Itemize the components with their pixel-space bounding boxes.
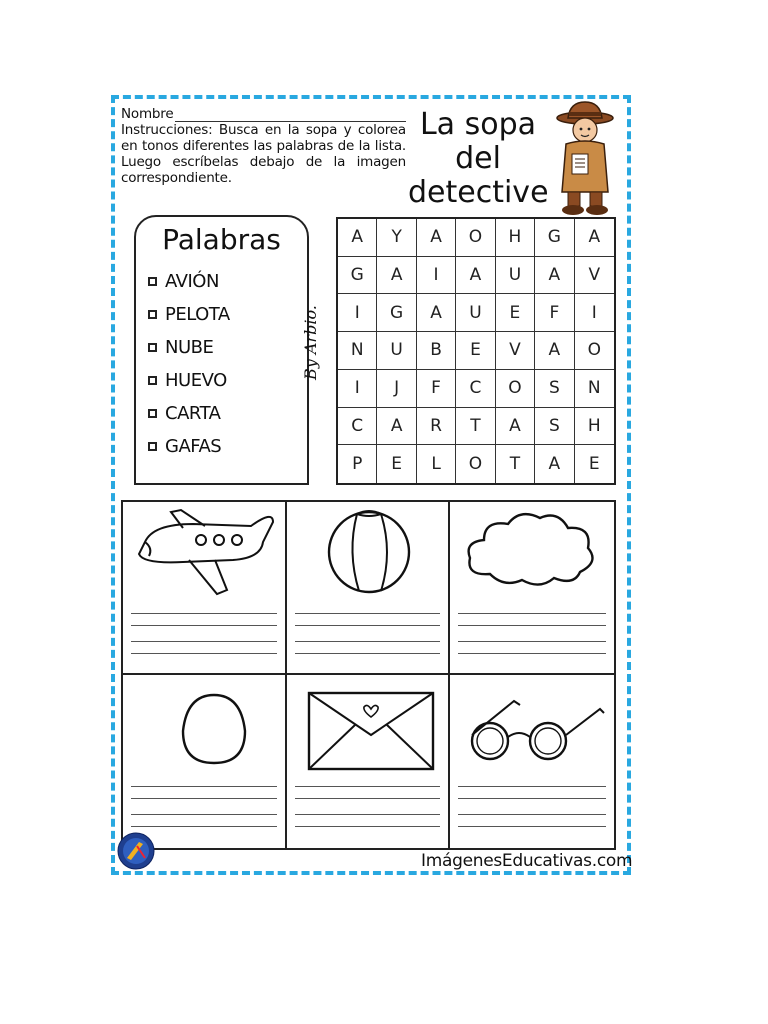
name-field[interactable] [121,106,406,122]
grid-cell[interactable]: G [377,294,416,332]
picture-cell-ball [287,502,451,675]
grid-cell[interactable]: S [535,370,574,408]
grid-cell[interactable]: E [377,445,416,483]
grid-cell[interactable]: O [496,370,535,408]
grid-cell[interactable]: A [377,408,416,446]
grid-cell[interactable]: A [417,294,456,332]
picture-cell-glasses [450,675,614,848]
grid-cell[interactable]: C [456,370,495,408]
word-item-nube[interactable]: NUBE [148,331,230,364]
grid-cell[interactable]: E [456,332,495,370]
picture-cell-airplane [123,502,287,675]
word-list-panel [134,215,309,485]
grid-cell[interactable]: U [496,257,535,295]
grid-cell[interactable]: A [417,219,456,257]
word-item-avion[interactable]: AVIÓN [148,265,230,298]
egg-icon [123,675,287,775]
word-list [148,265,230,463]
writing-lines[interactable] [458,602,606,654]
picture-cell-envelope [287,675,451,848]
grid-cell[interactable]: G [338,257,377,295]
writing-lines[interactable] [131,602,277,654]
grid-cell[interactable]: V [575,257,614,295]
word-item-huevo[interactable]: HUEVO [148,364,230,397]
checkbox-icon[interactable] [148,343,157,352]
grid-cell[interactable]: Y [377,219,416,257]
writing-lines[interactable] [131,775,277,827]
footer-brand: ImágenesEducativas.com [421,851,633,871]
grid-cell[interactable]: A [535,332,574,370]
grid-cell[interactable]: F [535,294,574,332]
grid-cell[interactable]: A [377,257,416,295]
grid-cell[interactable]: F [417,370,456,408]
grid-cell[interactable]: A [575,219,614,257]
grid-cell[interactable]: A [456,257,495,295]
grid-cell[interactable]: U [377,332,416,370]
grid-cell[interactable]: O [456,219,495,257]
glasses-icon [450,675,614,775]
instructions-text: Instrucciones: Busca en la sopa y colorea en tonos diferentes las palabras de la lista. Luego escríbelas debajo de la imagen correspondiente. [121,122,406,186]
grid-cell[interactable]: A [535,257,574,295]
grid-cell[interactable]: O [456,445,495,483]
grid-cell[interactable]: R [417,408,456,446]
grid-cell[interactable]: V [496,332,535,370]
grid-cell[interactable]: N [338,332,377,370]
writing-lines[interactable] [295,602,441,654]
checkbox-icon[interactable] [148,409,157,418]
airplane-icon [123,502,287,602]
word-item-pelota[interactable]: PELOTA [148,298,230,331]
grid-cell[interactable]: E [496,294,535,332]
grid-cell[interactable]: T [456,408,495,446]
word-list-title: Palabras [162,223,281,256]
checkbox-icon[interactable] [148,442,157,451]
grid-cell[interactable]: H [575,408,614,446]
envelope-icon [287,675,451,775]
picture-cell-egg [123,675,287,848]
name-line [175,109,406,122]
grid-cell[interactable]: J [377,370,416,408]
grid-cell[interactable]: H [496,219,535,257]
grid-cell[interactable]: T [496,445,535,483]
title-line-1: La sopa [419,107,537,142]
detective-icon [552,100,618,218]
grid-cell[interactable]: A [535,445,574,483]
cloud-icon [450,502,614,602]
word-item-carta[interactable]: CARTA [148,397,230,430]
name-label: Nombre [121,106,174,122]
grid-cell[interactable]: A [496,408,535,446]
author-signature: By Arbio. [301,305,320,380]
checkbox-icon[interactable] [148,310,157,319]
grid-cell[interactable]: E [588,454,600,475]
grid-cell[interactable]: G [535,219,574,257]
grid-cell[interactable]: L [417,445,456,483]
page-title [408,108,548,210]
grid-cell[interactable]: O [575,332,614,370]
grid-cell[interactable]: C [338,408,377,446]
writing-lines[interactable] [295,775,441,827]
grid-cell[interactable]: N [575,370,614,408]
title-line-2: del [455,141,501,176]
instructions-block [121,106,406,186]
grid-cell[interactable]: I [338,370,377,408]
writing-lines[interactable] [458,775,606,827]
checkbox-icon[interactable] [148,277,157,286]
word-item-gafas[interactable]: GAFAS [148,430,230,463]
grid-cell[interactable]: P [338,445,377,483]
grid-cell[interactable]: I [417,257,456,295]
site-logo-icon [117,832,155,870]
grid-cell[interactable]: A [338,219,377,257]
ball-icon [287,502,451,602]
title-line-3: detective [408,175,549,210]
grid-cell[interactable]: I [338,294,377,332]
grid-cell[interactable]: B [417,332,456,370]
picture-cell-cloud [450,502,614,675]
word-search-grid [336,217,616,485]
checkbox-icon[interactable] [148,376,157,385]
picture-grid [121,500,616,850]
grid-cell[interactable]: S [535,408,574,446]
grid-cell[interactable]: U [456,294,495,332]
grid-cell[interactable]: I [575,294,614,332]
